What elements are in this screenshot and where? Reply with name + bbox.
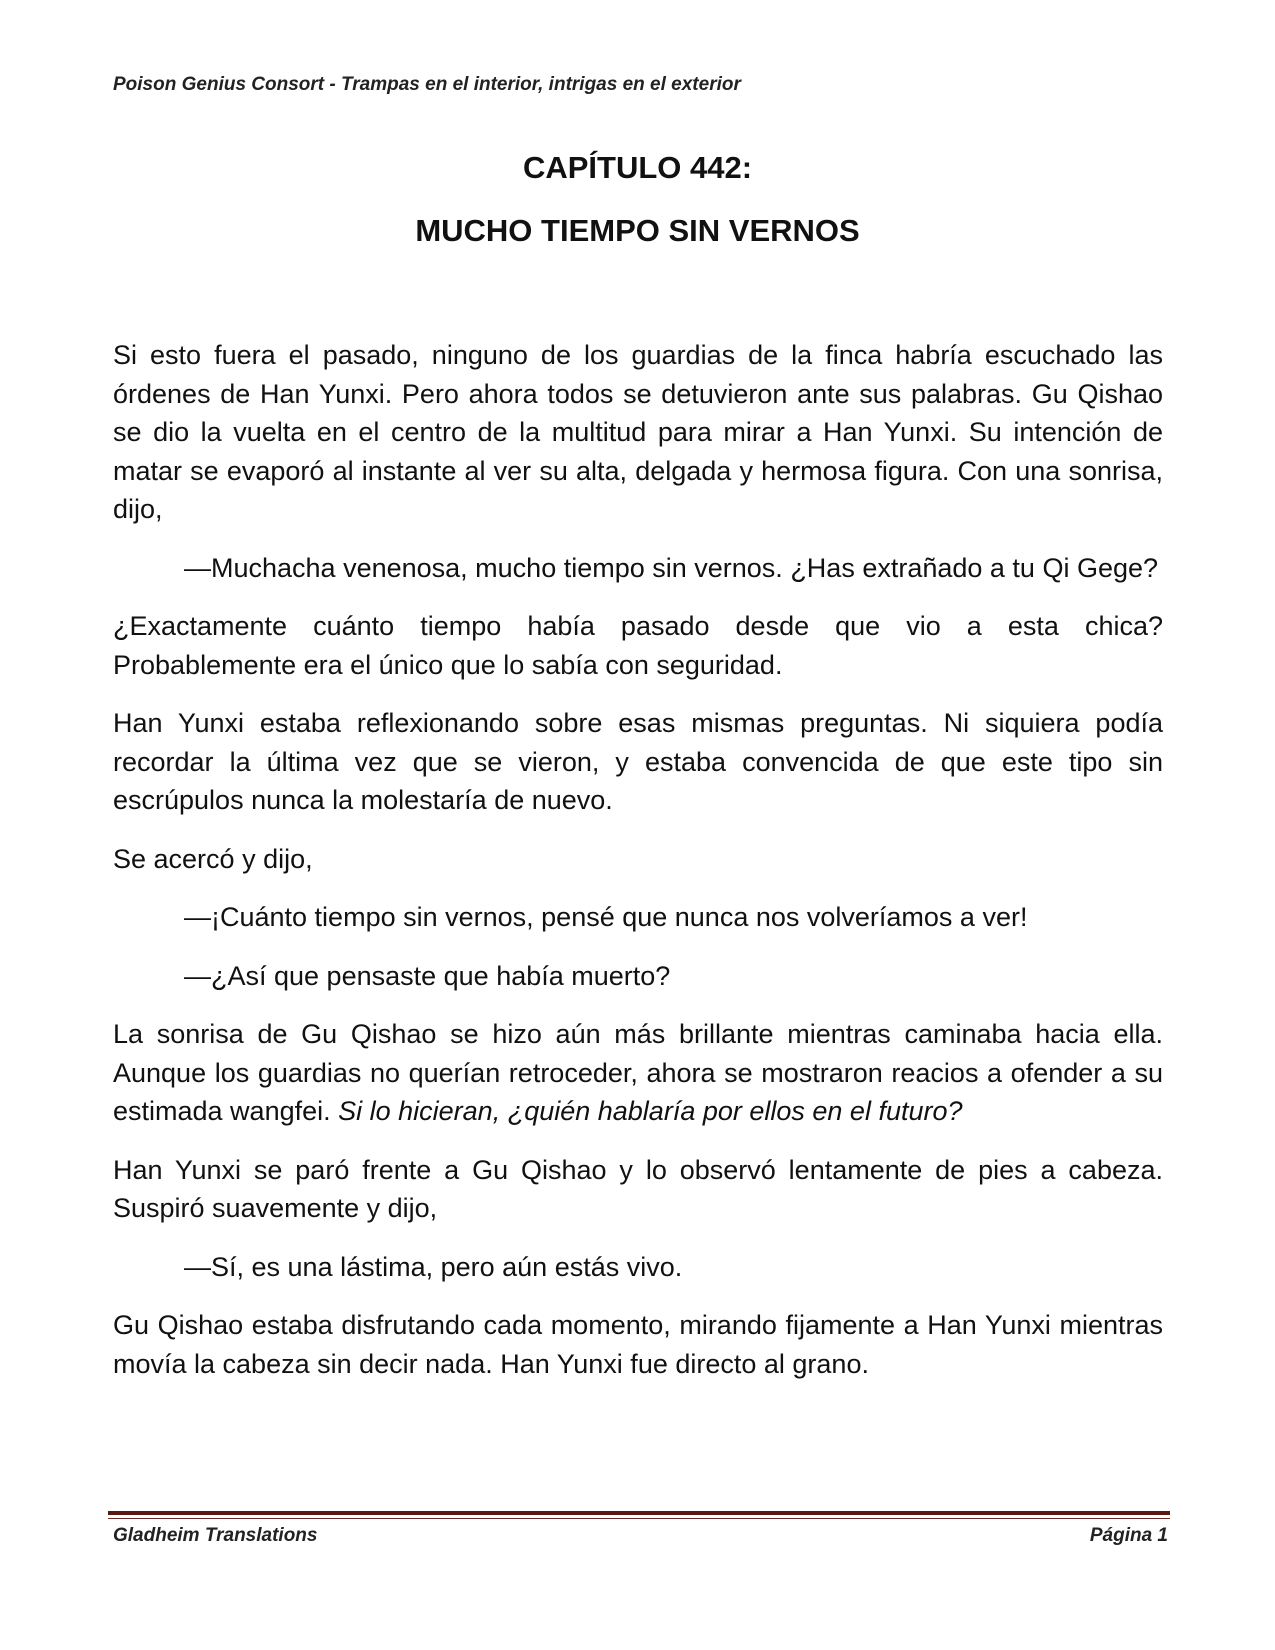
dialogue-paragraph: —Muchacha venenosa, mucho tiempo sin vernos. ¿Has extrañado a tu Qi Gege? — [184, 552, 1159, 583]
dialogue-paragraph: —¡Cuánto tiempo sin vernos, pensé que nunca nos volveríamos a ver! — [184, 902, 1028, 932]
footer-divider — [108, 1511, 1170, 1515]
chapter-number: CAPÍTULO 442: — [522, 150, 753, 185]
dialogue-paragraph: —Sí, es una lástima, pero aún estás vivo. — [184, 1251, 683, 1282]
footer-divider-thin — [108, 1518, 1170, 1519]
page-number: Página 1 — [1089, 1525, 1168, 1546]
paragraph-text: La sonrisa de Gu Qishao se hizo aún más brillante mientras caminaba hacia ella. Aunque los guardias no querían retroceder, ahora se mostraron reacios a ofender a su estimada wangfei. — [113, 1019, 1163, 1126]
italic-thought: Si lo hicieran, ¿quién hablaría por ellos en el futuro? — [338, 1096, 963, 1126]
paragraph: Han Yunxi estaba reflexionando sobre esas mismas preguntas. Ni siquiera podía recordar la última vez que se vieron, y estaba convencida de que este tipo sin escrúpulos nunca la molestaría de nuevo. — [113, 708, 1163, 815]
dialogue-paragraph: —¿Así que pensaste que había muerto? — [184, 960, 671, 991]
paragraph: Si esto fuera el pasado, ninguno de los guardias de la finca habría escuchado las órdenes de Han Yunxi. Pero ahora todos se detuvieron ante sus palabras. Gu Qishao se dio la vuelta en el centro de la multitud para mirar a Han Yunxi. Su intención de matar se evaporó al instante al ver su alta, delgada y hermosa figura. Con una sonrisa, dijo, — [113, 340, 1163, 524]
paragraph: ¿Exactamente cuánto tiempo había pasado desde que vio a esta chica? Probablemente era el único que lo sabía con seguridad. — [113, 611, 1163, 680]
chapter-title: MUCHO TIEMPO SIN VERNOS — [415, 213, 860, 248]
chapter-body — [113, 336, 1163, 1403]
paragraph — [113, 1015, 1163, 1131]
paragraph: Han Yunxi se paró frente a Gu Qishao y lo observó lentamente de pies a cabeza. Suspiró suavemente y dijo, — [113, 1154, 1163, 1223]
paragraph: Se acercó y dijo, — [113, 843, 313, 874]
paragraph: Gu Qishao estaba disfrutando cada momento, mirando fijamente a Han Yunxi mientras movía la cabeza sin decir nada. Han Yunxi fue directo al grano. — [113, 1310, 1163, 1379]
footer-publisher: Gladheim Translations — [113, 1525, 318, 1546]
running-header: Poison Genius Consort - Trampas en el interior, intrigas en el exterior — [113, 74, 741, 95]
